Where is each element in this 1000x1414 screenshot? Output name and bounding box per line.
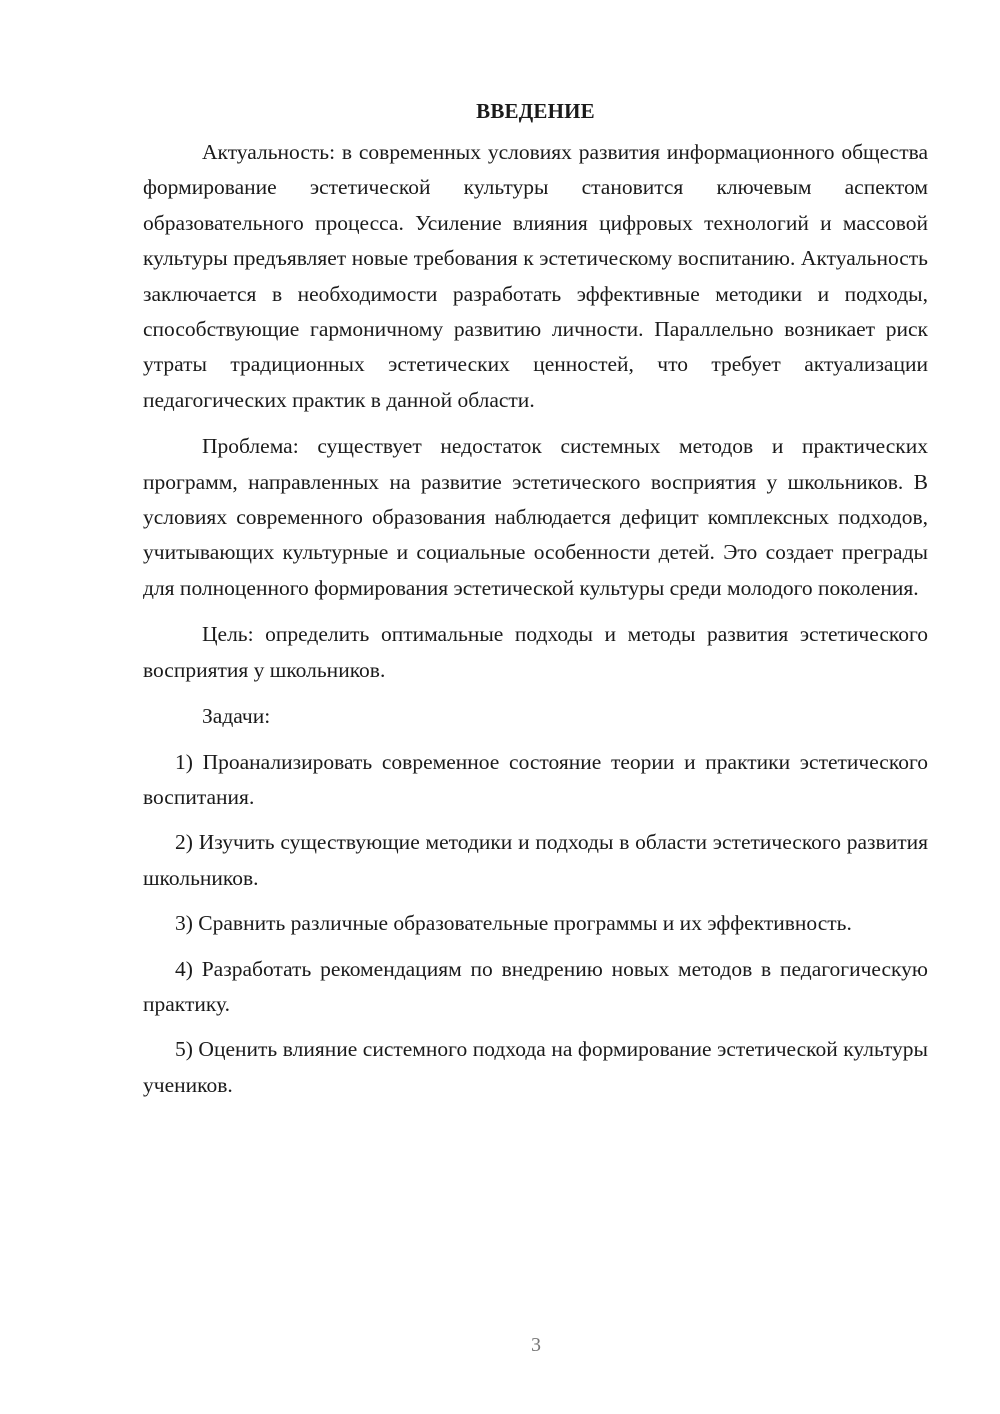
task-item: 5) Оценить влияние системного подхода на формирование эстетической культуры учеников. bbox=[143, 1037, 928, 1097]
relevance-paragraph: Актуальность: в современных условиях развития информационного общества формирование эстетической культуры становится ключевым аспектом образовательного процесса. Усиление влияния цифровых технологий и массовой культуры предъявляет новые требования к эстетическому воспитанию. Актуальность заключается в необходимости разработать эффективные методики и подходы, способствующие гармоничному развитию личности. Параллельно возникает риск утраты традиционных эстетических ценностей, что требует актуализации педагогических практик в данной области. bbox=[143, 140, 928, 412]
tasks-label: Задачи: bbox=[202, 704, 271, 729]
problem-paragraph: Проблема: существует недостаток системных методов и практических программ, направленных на развитие эстетического восприятия у школьников. В условиях современного образования наблюдается дефицит комплексных подходов, учитывающих культурные и социальные особенности детей. Это создает преграды для полноценного формирования эстетической культуры среди молодого поколения. bbox=[143, 434, 928, 600]
goal-paragraph: Цель: определить оптимальные подходы и методы развития эстетического восприятия у школьников. bbox=[143, 622, 928, 682]
task-item: 3) Сравнить различные образовательные программы и их эффективность. bbox=[175, 911, 852, 936]
document-page bbox=[143, 96, 928, 1103]
page-number: 3 bbox=[531, 1334, 541, 1356]
task-item: 1) Проанализировать современное состояние теории и практики эстетического воспитания. bbox=[143, 749, 928, 809]
task-item: 2) Изучить существующие методики и подходы в области эстетического развития школьников. bbox=[143, 830, 928, 890]
tasks-list bbox=[143, 745, 928, 1104]
section-heading: ВВЕДЕНИЕ bbox=[476, 99, 595, 123]
task-item: 4) Разработать рекомендациям по внедрению новых методов в педагогическую практику. bbox=[143, 956, 928, 1016]
